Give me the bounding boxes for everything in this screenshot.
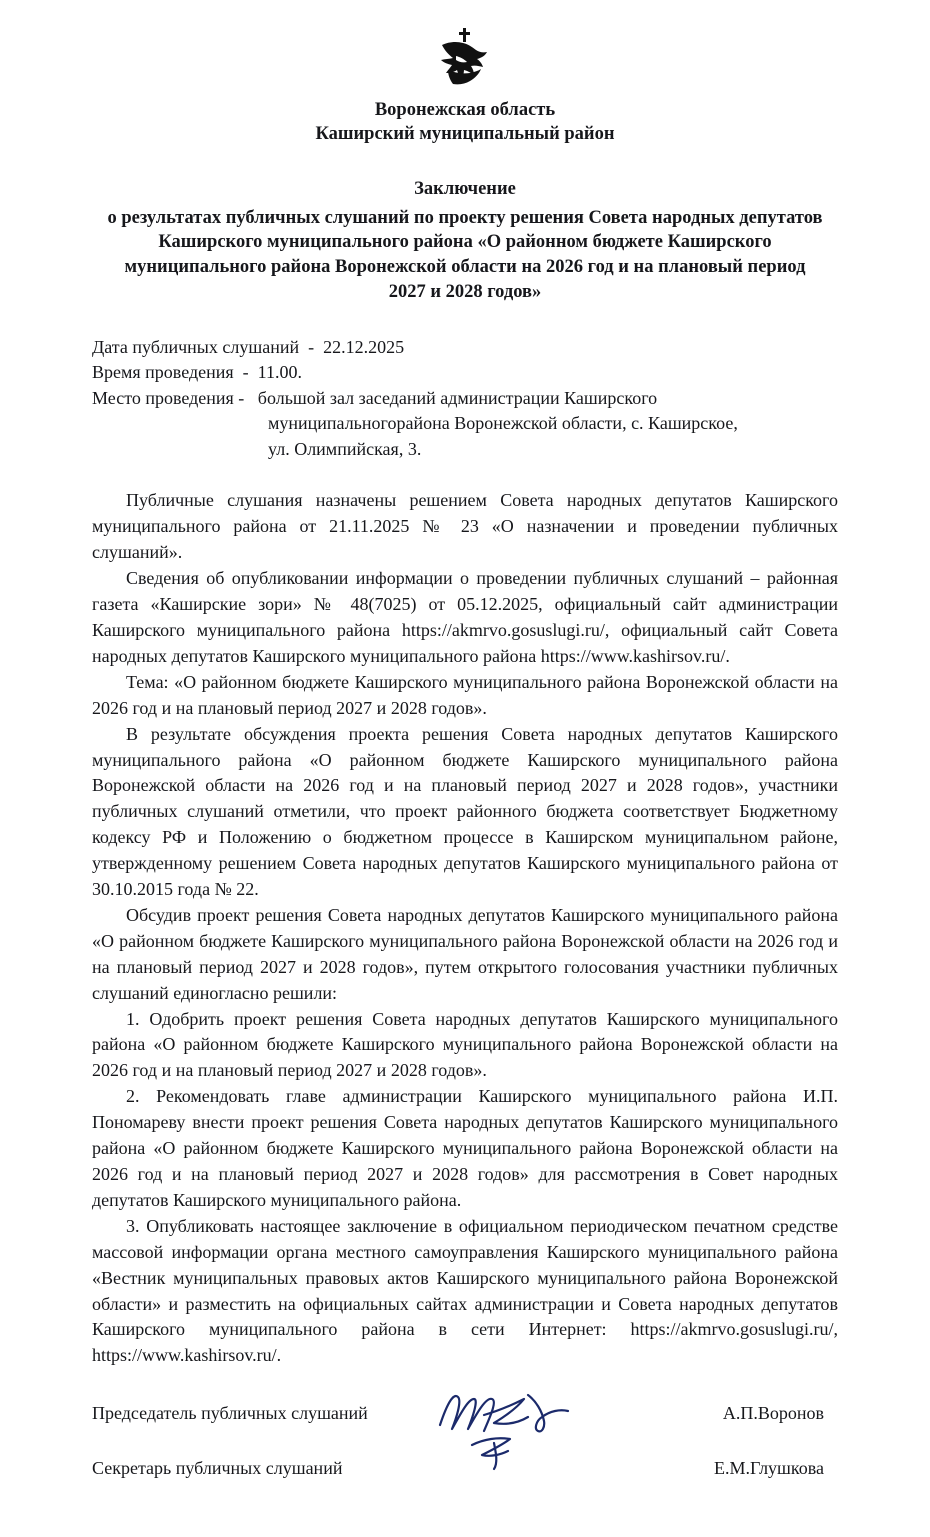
meta-row-date [92, 335, 838, 361]
body-paragraph: Публичные слушания назначены решением Совета народных депутатов Каширского муниципального района от 21.11.2025 № 23 «О назначении и проведении публичных слушаний». [92, 490, 838, 563]
meta-row-place [92, 386, 838, 412]
signature-row [92, 1458, 838, 1479]
body-paragraph: В результате обсуждения проекта решения Совета народных депутатов Каширского муниципального района «О районном бюджете Каширского муниципального района Воронежской области на 2026 год и на плановый период 2027 и 2028 годов», участники публичных слушаний отметили, что проект районного бюджета соответствует Бюджетному кодексу РФ и Положению о бюджетном процессе в Каширском муниципальном районе, утвержденному решением Совета народных депутатов Каширского муниципального района от 30.10.2015 года № 22. [92, 723, 838, 900]
signature-role: Секретарь публичных слушаний [92, 1458, 343, 1479]
hearing-meta [92, 335, 838, 463]
body-paragraph: Обсудив проект решения Совета народных депутатов Каширского муниципального района «О районном бюджете Каширского муниципального района Воронежской области на 2026 год и на плановый период 2027 и 2028 годов», путем открытого голосования участники публичных слушаний единогласно решили: [92, 904, 838, 1003]
meta-place-value-2: муниципальногорайона Воронежской области, с. Каширское, [268, 413, 738, 434]
body-paragraph: 3. Опубликовать настоящее заключение в официальном периодическом печатном средстве массовой информации органа местного самоуправления Каширского муниципального района «Вестник муниципальных правовых актов Каширского муниципального района Воронежской области» и разместить на официальных сайтах администрации и Совета народных депутатов Каширского муниципального района в сети Интернет: https://akmrvo.gosuslugi.ru/, https://www.kashirsov.ru/. [92, 1215, 838, 1366]
meta-row-time [92, 360, 838, 386]
signature-role: Председатель публичных слушаний [92, 1403, 368, 1424]
meta-time-label: Время проведения - [92, 362, 258, 383]
document-title [92, 177, 838, 305]
body-paragraph: Сведения об опубликовании информации о проведении публичных слушаний – районная газета «Каширские зори» № 48(7025) от 05.12.2025, официальный сайт администрации Каширского муниципального района https://akmrvo.gosuslugi.ru/, официальный сайт Совета народных депутатов Каширского муниципального района https://www.kashirsov.ru/. [92, 568, 838, 666]
body-paragraph: 1. Одобрить проект решения Совета народных депутатов Каширского муниципального района «О районном бюджете Каширского муниципального района Воронежской области на 2026 год и на плановый период 2027 и 2028 годов». [92, 1008, 838, 1081]
title-line-1: Заключение [414, 178, 516, 199]
body-paragraph: Тема: «О районном бюджете Каширского муниципального района Воронежской области на 2026 год и на плановый период 2027 и 2028 годов». [92, 671, 838, 718]
emblem-container [92, 26, 838, 92]
header-region: Воронежская область [374, 100, 556, 120]
meta-place-value-1: большой зал заседаний администрации Каширского [257, 387, 658, 408]
signatures-block [92, 1403, 838, 1479]
meta-place-value-3: ул. Олимпийская, 3. [268, 438, 422, 459]
header-district: Каширский муниципальный район [315, 124, 615, 145]
title-line-2: о результатах публичных слушаний по проекту решения Совета народных депутатов Каширского муниципального района «О районном бюджете Каширского муниципального района Воронежской области на 2026 год и на плановый период 2027 и 2028 годов» [107, 207, 823, 302]
meta-place-label: Место проведения - [92, 387, 258, 408]
signature-name: А.П.Воронов [722, 1403, 824, 1424]
signature-name: Е.М.Глушкова [714, 1458, 824, 1479]
meta-time-value: 11.00. [257, 362, 302, 383]
document-body [92, 488, 838, 1369]
body-paragraph: 2. Рекомендовать главе администрации Каширского муниципального района И.П. Пономареву внести проект решения Совета народных депутатов Каширского муниципального района «О районном бюджете Каширского муниципального района Воронежской области на 2026 год и на плановый период 2027 и 2028 годов» для рассмотрения в Совет народных депутатов Каширского муниципального района. [92, 1086, 838, 1210]
signature-row [92, 1403, 838, 1424]
meta-date-label: Дата публичных слушаний - [92, 336, 324, 357]
document-header [92, 98, 838, 147]
meta-date-value: 22.12.2025 [323, 336, 405, 357]
coat-of-arms-icon [434, 26, 496, 90]
